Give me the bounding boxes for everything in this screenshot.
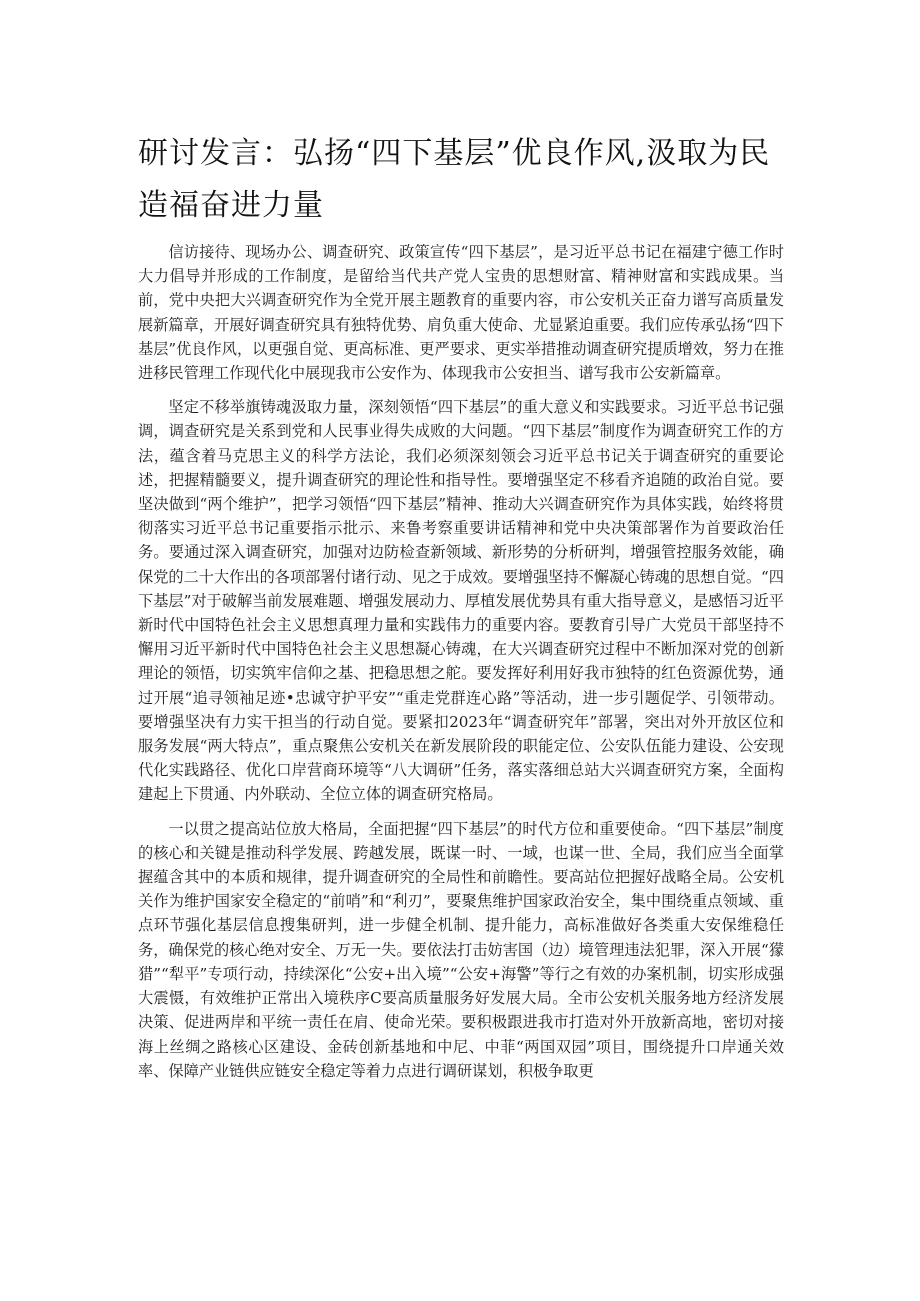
paragraph-section-2: 一以贯之提高站位放大格局，全面把握“四下基层”的时代方位和重要使命。“四下基层”制度的核心和关键是推动科学发展、跨越发展，既谋一时、一域，也谋一世、全局，我们应当全面掌握蕴含其中的本质和规律，提升调查研究的全局性和前瞻性。要高站位把握好战略全局。公安机关作为维护国家安全稳定的“前哨”和“利刃”，要聚焦维护国家政治安全，集中围绕重点领域、重点环节强化基层信息搜集研判，进一步健全机制、提升能力，高标准做好各类重大安保维稳任务，确保党的核心绝对安全、万无一失。要依法打击妨害国（边）境管理违法犯罪，深入开展“獴猎”“犁平”专项行动，持续深化“公安+出入境”“公安+海警”等行之有效的办案机制，切实形成强大震慑，有效维护正常出入境秩序C要高质量服务好发展大局。全市公安机关服务地方经济发展决策、促进两岸和平统一责任在肩、使命光荣。要积极跟进我市打造对外开放新高地，密切对接海上丝绸之路核心区建设、金砖创新基地和中尼、中菲“两国双园”项目，围绕提升口岸通关效率、保障产业链供应链安全稳定等着力点进行调研谋划，积极争取更	[138, 819, 784, 1080]
document-title: 研讨发言：弘扬“四下基层”优良作风,汲取为民造福奋进力量	[138, 136, 771, 223]
paragraph-intro: 信访接待、现场办公、调查研究、政策宣传“四下基层”，是习近平总书记在福建宁德工作时大力倡导并形成的工作制度，是留给当代共产党人宝贵的思想财富、精神财富和实践成果。当前，党中央把大兴调查研究作为全党开展主题教育的重要内容，市公安机关正奋力谱写高质量发展新篇章，开展好调查研究具有独特优势、肩负重大使命、尤显紧迫重要。我们应传承弘扬“四下基层”优良作风，以更强自觉、更高标准、更严要求、更实举措推动调查研究提质增效，努力在推进移民管理工作现代化中展现我市公安作为、体现我市公安担当、谱写我市公安新篇章。	[138, 243, 784, 383]
document-body	[138, 240, 784, 1093]
paragraph-section-1: 坚定不移举旗铸魂汲取力量，深刻领悟“四下基层”的重大意义和实践要求。习近平总书记强调，调查研究是关系到党和人民事业得失成败的大问题。“四下基层”制度作为调查研究工作的方法，蕴含着马克思主义的科学方法论，我们必须深刻领会习近平总书记关于调查研究的重要论述，把握精髓要义，提升调查研究的理论性和指导性。要增强坚定不移看齐追随的政治自觉。要坚决做到“两个维护”，把学习领悟“四下基层”精神、推动大兴调查研究作为具体实践，始终将贯彻落实习近平总书记重要指示批示、来鲁考察重要讲话精神和党中央决策部署作为首要政治任务。要通过深入调查研究，加强对边防检查新领域、新形势的分析研判，增强管控服务效能，确保党的二十大作出的各项部署付诸行动、见之于成效。要增强坚持不懈凝心铸魂的思想自觉。“四下基层”对于破解当前发展难题、增强发展动力、厚植发展优势具有重大指导意义，是感悟习近平新时代中国特色社会主义思想真理力量和实践伟力的重要内容。要教育引导广大党员干部坚持不懈用习近平新时代中国特色社会主义思想凝心铸魂，在大兴调查研究过程中不断加深对党的创新理论的领悟，切实筑牢信仰之基、把稳思想之舵。要发挥好利用好我市独特的红色资源优势，通过开展“追寻领袖足迹•忠诚守护平安”“重走党群连心路”等活动，进一步引题促学、引领带动。要增强坚决有力实干担当的行动自觉。要紧扣2023年“调查研究年”部署，突出对外开放区位和服务发展“两大特点”，重点聚焦公安机关在新发展阶段的职能定位、公安队伍能力建设、公安现代化实践路径、优化口岸营商环境等“八大调研”任务，落实落细总站大兴调查研究方案，全面构建起上下贯通、内外联动、全位立体的调查研究格局。	[138, 398, 784, 804]
